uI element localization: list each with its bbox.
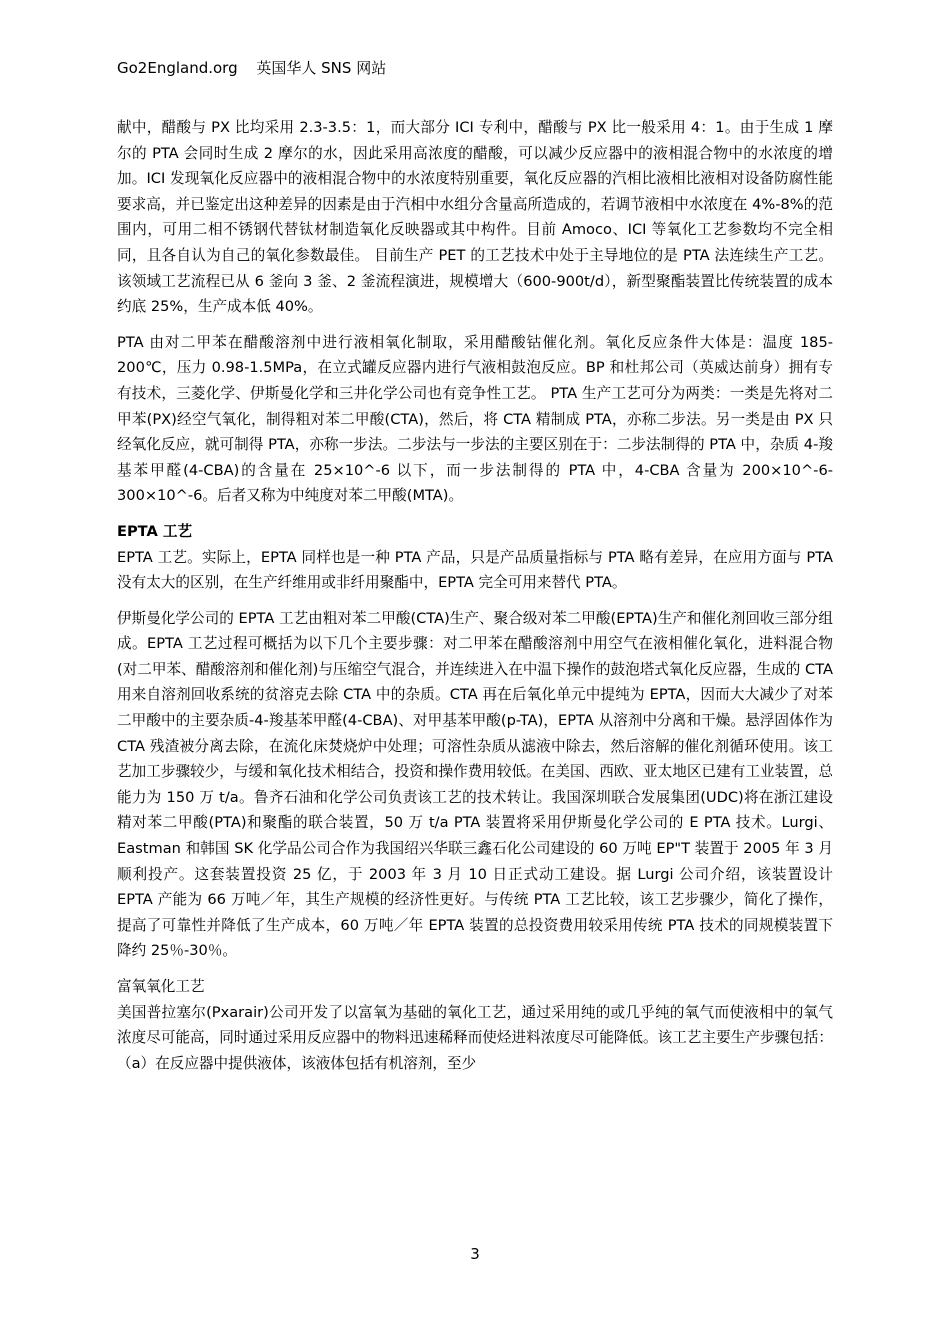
- document-body: [117, 115, 833, 1078]
- header-site-name: Go2England.org: [117, 59, 238, 77]
- paragraph-pta-process: PTA 由对二甲苯在醋酸溶剂中进行液相氧化制取，采用醋酸钴催化剂。氧化反应条件大体是：温度 185-200℃，压力 0.98-1.5MPa，在立式罐反应器内进行气液相鼓泡反应。BP 和杜邦公司（英威达前身）拥有专有技术，三菱化学、伊斯曼化学和三井化学公司也有竞争性工艺。 PTA 生产工艺可分为两类：一类是先将对二甲苯(PX)经空气氧化，制得粗对苯二甲酸(CTA)，然后，将 CTA 精制成 PTA，亦称二步法。另一类是由 PX 只经氧化反应，就可制得 PTA，亦称一步法。二步法与一步法的主要区别在于：二步法制得的 PTA 中，杂质 4-羧基苯甲醛(4-CBA)的含量在 25×10^-6 以下，而一步法制得的 PTA 中，4-CBA 含量为 200×10^-6-300×10^-6。后者又称为中纯度对苯二甲酸(MTA)。: [117, 333, 833, 505]
- heading-epta: EPTA 工艺: [117, 522, 193, 540]
- heading-oxygen-enriched: 富氧氧化工艺: [117, 978, 205, 995]
- paragraph-px-ratio: 献中，醋酸与 PX 比均采用 2.3-3.5：1，而大部分 ICI 专利中，醋酸与 PX 比一般采用 4：1。由于生成 1 摩尔的 PTA 会同时生成 2 摩尔的水，因此采用高浓度的醋酸，可以减少反应器中的液相混合物中的水浓度的增加。ICI 发现氧化反应器中的液相混合物中的水浓度特别重要，氧化反应器的汽相比液相比液相对设备防腐性能要求高，并已鉴定出这种差异的因素是由于汽相中水组分含量高所造成的，若调节液相中水浓度在 4%-8%的范围内，可用二相不锈钢代替钛材制造氧化反映器或其中构件。目前 Amoco、ICI 等氧化工艺参数均不完全相同，且各自认为自己的氧化参数最佳。 目前生产 PET 的工艺技术中处于主导地位的是 PTA 法连续生产工艺。该领域工艺流程已从 6 釜向 3 釜、2 釜流程演进，规模增大（600-900t/d），新型聚酯装置比传统装置的成本约底 25%，生产成本低 40%。: [117, 119, 833, 316]
- paragraph-praxair: 美国普拉塞尔(Pxarair)公司开发了以富氧为基础的氧化工艺，通过采用纯的或几乎纯的氧气而使液相中的氧气浓度尽可能高，同时通过采用反应器中的物料迅速稀释而使烃进料浓度尽可能降低。该工艺主要生产步骤包括：（a）在反应器中提供液体，该液体包括有机溶剂，至少: [117, 1003, 833, 1072]
- page-header: [117, 58, 386, 78]
- paragraph-eastman-epta: 伊斯曼化学公司的 EPTA 工艺由粗对苯二甲酸(CTA)生产、聚合级对苯二甲酸(EPTA)生产和催化剂回收三部分组成。EPTA 工艺过程可概括为以下几个主要步骤：对二甲苯在醋酸溶剂中用空气在液相催化氧化，进料混合物(对二甲苯、醋酸溶剂和催化剂)与压缩空气混合，并连续进入在中温下操作的鼓泡塔式氧化反应器，生成的 CTA 用来自溶剂回收系统的贫溶克去除 CTA 中的杂质。CTA 再在后氧化单元中提纯为 EPTA，因而大大减少了对苯二甲酸中的主要杂质-4-羧基苯甲醛(4-CBA)、对甲基苯甲酸(p-TA)，EPTA 从溶剂中分离和干燥。悬浮固体作为 CTA 残渣被分离去除，在流化床焚烧炉中处理；可溶性杂质从滤液中除去，然后溶解的催化剂循环使用。该工艺加工步骤较少，与缓和氧化技术相结合，投资和操作费用较低。在美国、西欧、亚太地区已建有工业装置，总能力为 150 万 t/a。鲁齐石油和化学公司负责该工艺的技术转让。我国深圳联合发展集团(UDC)将在浙江建设精对苯二甲酸(PTA)和聚酯的联合装置，50 万 t/a PTA 装置将采用伊斯曼化学公司的 E PTA 技术。Lurgi、Eastman 和韩国 SK 化学品公司合作为我国绍兴华联三鑫石化公司建设的 60 万吨 EP"T 装置于 2005 年 3 月顺利投产。这套装置投资 25 亿，于 2003 年 3 月 10 日正式动工建设。据 Lurgi 公司介绍，该装置设计 EPTA 产能为 66 万吨／年，其生产规模的经济性更好。与传统 PTA 工艺比较，该工艺步骤少，简化了操作，提高了可靠性并降低了生产成本，60 万吨／年 EPTA 装置的总投资费用较采用传统 PTA 技术的同规模装置下降约 25％-30％。: [117, 609, 833, 960]
- paragraph-epta-intro: EPTA 工艺。实际上，EPTA 同样也是一种 PTA 产品，只是产品质量指标与 PTA 略有差异，在应用方面与 PTA 没有太大的区别，在生产纤维用或非纤用聚酯中，EPTA 完全可用来替代 PTA。: [117, 548, 833, 592]
- page-number: 3: [470, 1245, 480, 1263]
- header-tagline: 英国华人 SNS 网站: [256, 59, 387, 77]
